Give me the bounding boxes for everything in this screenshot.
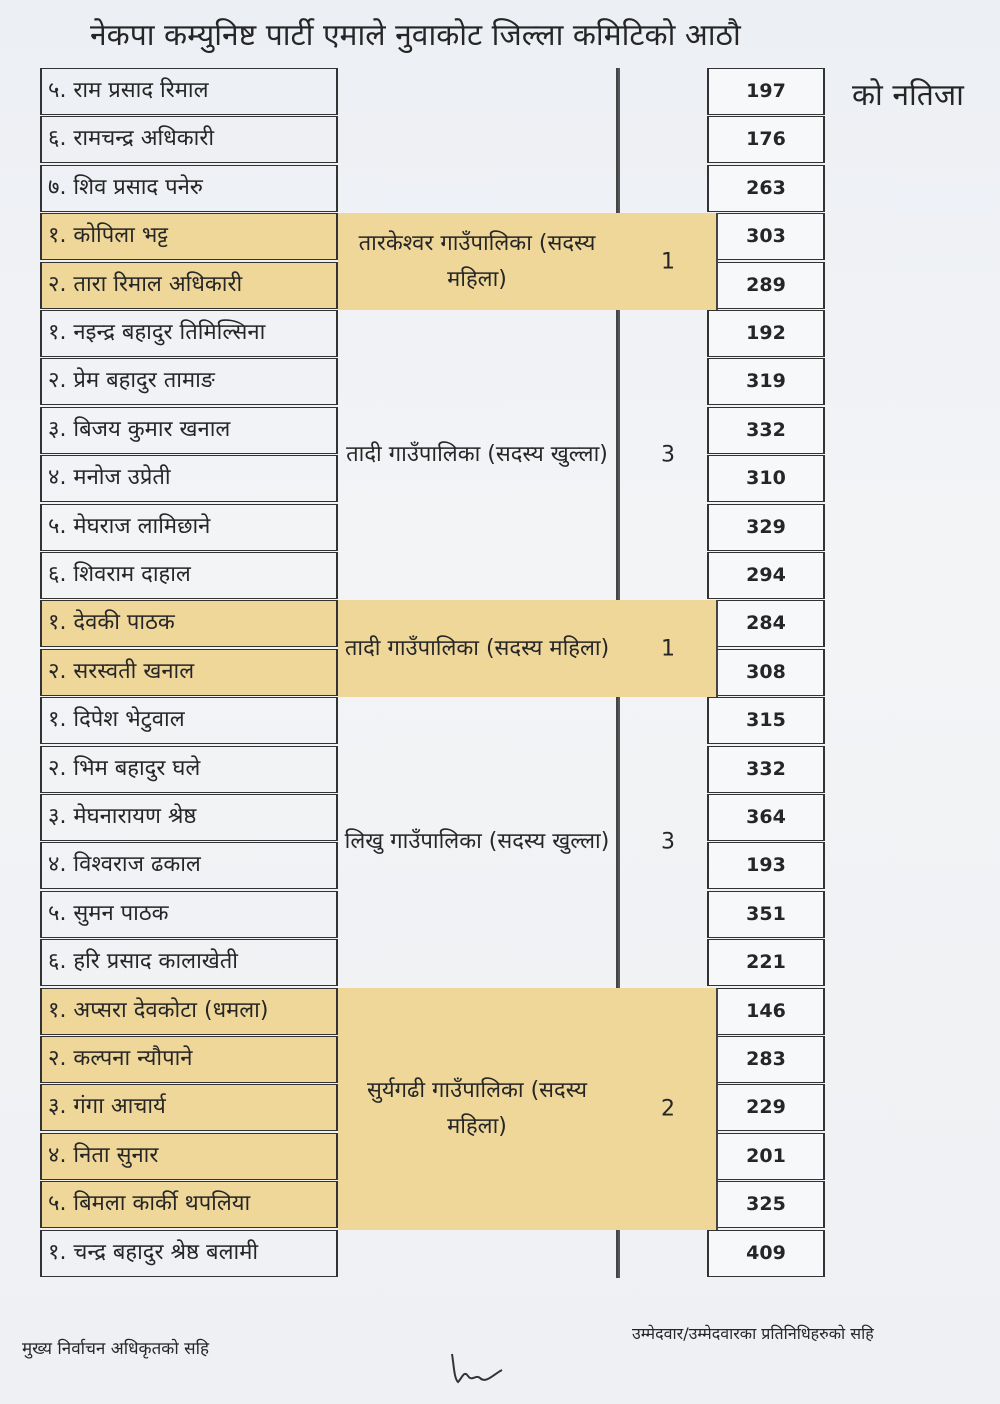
constituency-label: लिखु गाउँपालिका (सदस्य खुल्ला): [344, 829, 610, 855]
candidate-votes: 332: [707, 746, 825, 793]
candidate-name: ५. मेघराज लामिछाने: [40, 504, 338, 551]
candidate-name: २. प्रेम बहादुर तामाङ: [40, 358, 338, 405]
title-line-2: को नतिजा: [852, 78, 964, 113]
candidate-votes: 284: [707, 600, 825, 647]
signature-mark: [448, 1348, 508, 1388]
candidate-name: ६. हरि प्रसाद कालाखेती: [40, 939, 338, 986]
candidate-name: २. कल्पना न्यौपाने: [40, 1036, 338, 1083]
candidate-votes: 303: [707, 213, 825, 260]
candidate-name: १. अप्सरा देवकोटा (धमला): [40, 988, 338, 1035]
candidate-votes: 176: [707, 116, 825, 163]
constituency-group: [338, 600, 718, 697]
candidate-row: [40, 746, 340, 793]
candidate-name: ३. बिजय कुमार खनाल: [40, 407, 338, 454]
candidate-votes: 197: [707, 68, 825, 115]
candidate-name: १. कोपिला भट्ट: [40, 213, 338, 260]
candidate-row: [40, 310, 340, 357]
candidate-name: ५. सुमन पाठक: [40, 891, 338, 938]
candidate-row: [40, 842, 340, 889]
candidate-votes: 192: [707, 310, 825, 357]
candidate-row: [40, 794, 340, 841]
constituency-group: [338, 213, 718, 310]
seat-count: 3: [661, 442, 675, 468]
candidate-name: ४. विश्वराज ढकाल: [40, 842, 338, 889]
candidate-votes: 146: [707, 988, 825, 1035]
candidate-name: १. देवकी पाठक: [40, 600, 338, 647]
candidate-row: [40, 1036, 340, 1083]
seat-count: 2: [661, 1096, 675, 1122]
seat-count: 1: [661, 636, 675, 662]
constituency-group: [338, 1230, 618, 1278]
constituency-label: तादी गाउँपालिका (सदस्य खुल्ला): [346, 442, 608, 468]
constituency-group: [338, 310, 675, 600]
candidate-votes: 289: [707, 262, 825, 309]
candidate-row: [40, 939, 340, 986]
candidate-votes: 310: [707, 455, 825, 502]
candidate-row: [40, 358, 340, 405]
candidate-votes: 229: [707, 1084, 825, 1131]
candidate-name: २. सरस्वती खनाल: [40, 649, 338, 696]
candidate-row: [40, 600, 340, 647]
candidate-votes: 325: [707, 1181, 825, 1228]
constituency-label: तादी गाउँपालिका (सदस्य महिला): [344, 635, 610, 661]
candidate-votes: 294: [707, 552, 825, 599]
constituency-label: सुर्यगढी गाउँपालिका (सदस्य महिला): [366, 1077, 588, 1139]
candidate-votes: 221: [707, 939, 825, 986]
candidate-votes: 329: [707, 504, 825, 551]
candidate-row: [40, 552, 340, 599]
candidate-votes: 283: [707, 1036, 825, 1083]
candidate-row: [40, 1133, 340, 1180]
candidate-name: ५. बिमला कार्की थपलिया: [40, 1181, 338, 1228]
candidate-name: ४. निता सुनार: [40, 1133, 338, 1180]
candidate-row: [40, 697, 340, 744]
candidate-row: [40, 891, 340, 938]
constituency-label: तारकेश्वर गाउँपालिका (सदस्य महिला): [358, 230, 596, 292]
candidate-name: ७. शिव प्रसाद पनेरु: [40, 165, 338, 212]
candidate-name: ३. गंगा आचार्य: [40, 1084, 338, 1131]
candidate-name: १. चन्द्र बहादुर श्रेष्ठ बलामी: [40, 1230, 338, 1277]
candidate-row: [40, 165, 340, 212]
candidate-votes: 263: [707, 165, 825, 212]
candidate-votes: 315: [707, 697, 825, 744]
candidate-name: २. तारा रिमाल अधिकारी: [40, 262, 338, 309]
candidate-votes: 201: [707, 1133, 825, 1180]
candidate-votes: 409: [707, 1230, 825, 1277]
candidate-name: ६. रामचन्द्र अधिकारी: [40, 116, 338, 163]
candidate-name: ६. शिवराम दाहाल: [40, 552, 338, 599]
candidate-votes: 319: [707, 358, 825, 405]
candidate-votes: 351: [707, 891, 825, 938]
candidate-row: [40, 455, 340, 502]
candidate-row: [40, 262, 340, 309]
candidate-row: [40, 649, 340, 696]
results-table: [40, 68, 820, 1278]
candidate-name: ४. मनोज उप्रेती: [40, 455, 338, 502]
seat-count: 1: [661, 249, 675, 275]
candidate-votes: 364: [707, 794, 825, 841]
constituency-group: [338, 988, 718, 1230]
candidate-votes: 332: [707, 407, 825, 454]
candidate-votes: 193: [707, 842, 825, 889]
constituency-group: [338, 68, 618, 213]
candidate-representatives-signature-label: उम्मेदवार/उम्मेदवारका प्रतिनिधिहरुको सहि: [632, 1324, 874, 1343]
candidate-row: [40, 116, 340, 163]
constituency-group: [338, 697, 675, 987]
candidate-row: [40, 988, 340, 1035]
candidate-row: [40, 1181, 340, 1228]
candidate-name: २. भिम बहादुर घले: [40, 746, 338, 793]
candidate-name: १. दिपेश भेटुवाल: [40, 697, 338, 744]
candidate-row: [40, 407, 340, 454]
candidate-row: [40, 504, 340, 551]
candidate-name: ३. मेघनारायण श्रेष्ठ: [40, 794, 338, 841]
candidate-row: [40, 1084, 340, 1131]
candidate-name: ५. राम प्रसाद रिमाल: [40, 68, 338, 115]
title-line-1: नेकपा कम्युनिष्ट पार्टी एमाले नुवाकोट जिल्ला कमिटिको आठौ: [90, 18, 741, 53]
candidate-row: [40, 213, 340, 260]
candidate-row: [40, 1230, 340, 1277]
seat-count: 3: [661, 829, 675, 855]
chief-election-officer-signature-label: मुख्य निर्वाचन अधिकृतको सहि: [22, 1339, 210, 1359]
candidate-row: [40, 68, 340, 115]
candidate-name: १. नइन्द्र बहादुर तिमिल्सिना: [40, 310, 338, 357]
candidate-votes: 308: [707, 649, 825, 696]
